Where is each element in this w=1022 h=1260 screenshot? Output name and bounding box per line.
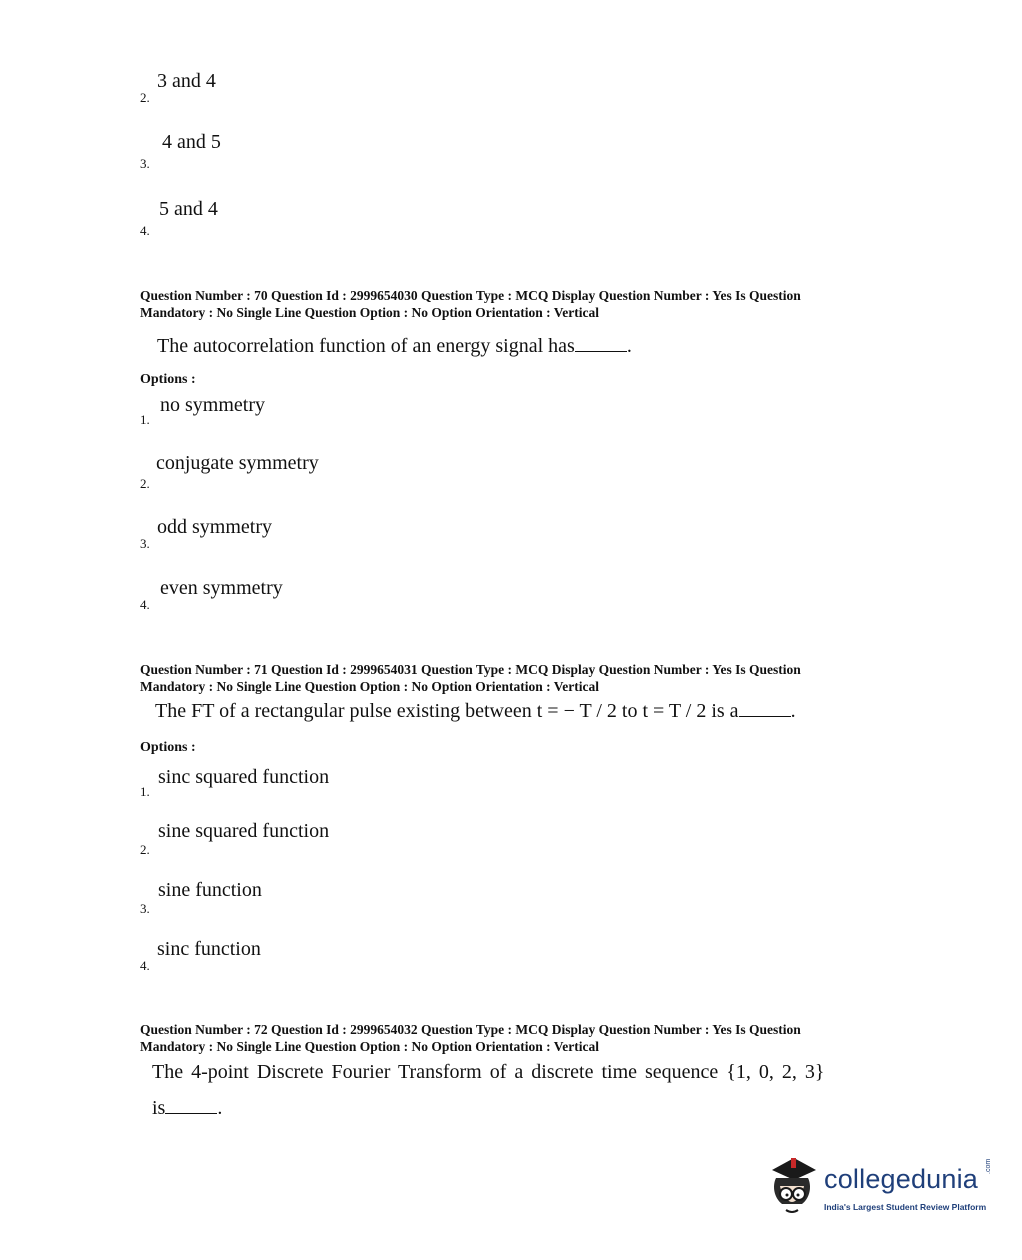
question-stem-line2	[152, 1097, 222, 1120]
option-number: 1.	[140, 784, 150, 799]
option-number: 2.	[140, 842, 150, 857]
question-stem-end: .	[626, 335, 632, 357]
answer-blank	[165, 1098, 217, 1114]
question-stem	[157, 335, 632, 358]
question-meta	[140, 287, 801, 321]
option-text: even symmetry	[160, 577, 283, 599]
question-stem-end: .	[790, 700, 796, 722]
question-stem	[155, 700, 796, 723]
question-meta-line2: Mandatory : No Single Line Question Option : No Option Orientation : Vertical	[140, 679, 600, 694]
option-text: 3 and 4	[157, 70, 216, 92]
option-text: sine function	[158, 879, 262, 901]
option-text: sinc squared function	[158, 766, 330, 788]
option-text: odd symmetry	[157, 516, 272, 538]
option-text: conjugate symmetry	[156, 452, 319, 474]
answer-blank	[739, 701, 791, 717]
question-stem-end: .	[217, 1097, 223, 1119]
option-text: sinc function	[157, 938, 261, 960]
student-mascot-icon	[762, 1152, 822, 1224]
question-meta	[140, 1021, 801, 1055]
option-number: 4.	[140, 958, 150, 973]
option-number: 3.	[140, 901, 150, 916]
option-text: sine squared function	[158, 820, 330, 842]
collegedunia-watermark	[762, 1152, 1002, 1224]
question-meta-line2: Mandatory : No Single Line Question Option : No Option Orientation : Vertical	[140, 1039, 600, 1054]
option-number: 4.	[140, 223, 150, 238]
question-stem-text: The autocorrelation function of an energy signal has	[157, 335, 575, 357]
option-number: 1.	[140, 412, 150, 427]
option-text: 4 and 5	[162, 131, 221, 153]
brand-name: collegedunia	[824, 1164, 979, 1194]
question-meta-line1: Question Number : 70 Question Id : 2999654030 Question Type : MCQ Display Question Number : Yes Is Question	[140, 288, 801, 303]
option-text: no symmetry	[160, 394, 265, 416]
option-number: 2.	[140, 90, 150, 105]
question-meta	[140, 661, 801, 695]
answer-blank	[575, 336, 627, 352]
option-number: 3.	[140, 536, 150, 551]
options-label: Options :	[140, 740, 196, 755]
question-stem: The 4-point Discrete Fourier Transform of a discrete time sequence {1, 0, 2, 3}	[152, 1061, 825, 1083]
option-text: 5 and 4	[159, 198, 218, 220]
option-number: 3.	[140, 156, 150, 171]
question-stem-text: is	[152, 1097, 166, 1119]
question-meta-line1: Question Number : 72 Question Id : 2999654032 Question Type : MCQ Display Question Number : Yes Is Question	[140, 1022, 801, 1037]
option-number: 2.	[140, 476, 150, 491]
question-stem-text: The FT of a rectangular pulse existing between t = − T / 2 to t = T / 2 is a	[155, 700, 739, 722]
options-label: Options :	[140, 372, 196, 387]
brand-suffix: .com	[985, 1158, 992, 1174]
option-number: 4.	[140, 597, 150, 612]
question-meta-line2: Mandatory : No Single Line Question Option : No Option Orientation : Vertical	[140, 305, 600, 320]
brand-tagline: India's Largest Student Review Platform	[824, 1202, 987, 1212]
question-meta-line1: Question Number : 71 Question Id : 2999654031 Question Type : MCQ Display Question Number : Yes Is Question	[140, 662, 801, 677]
